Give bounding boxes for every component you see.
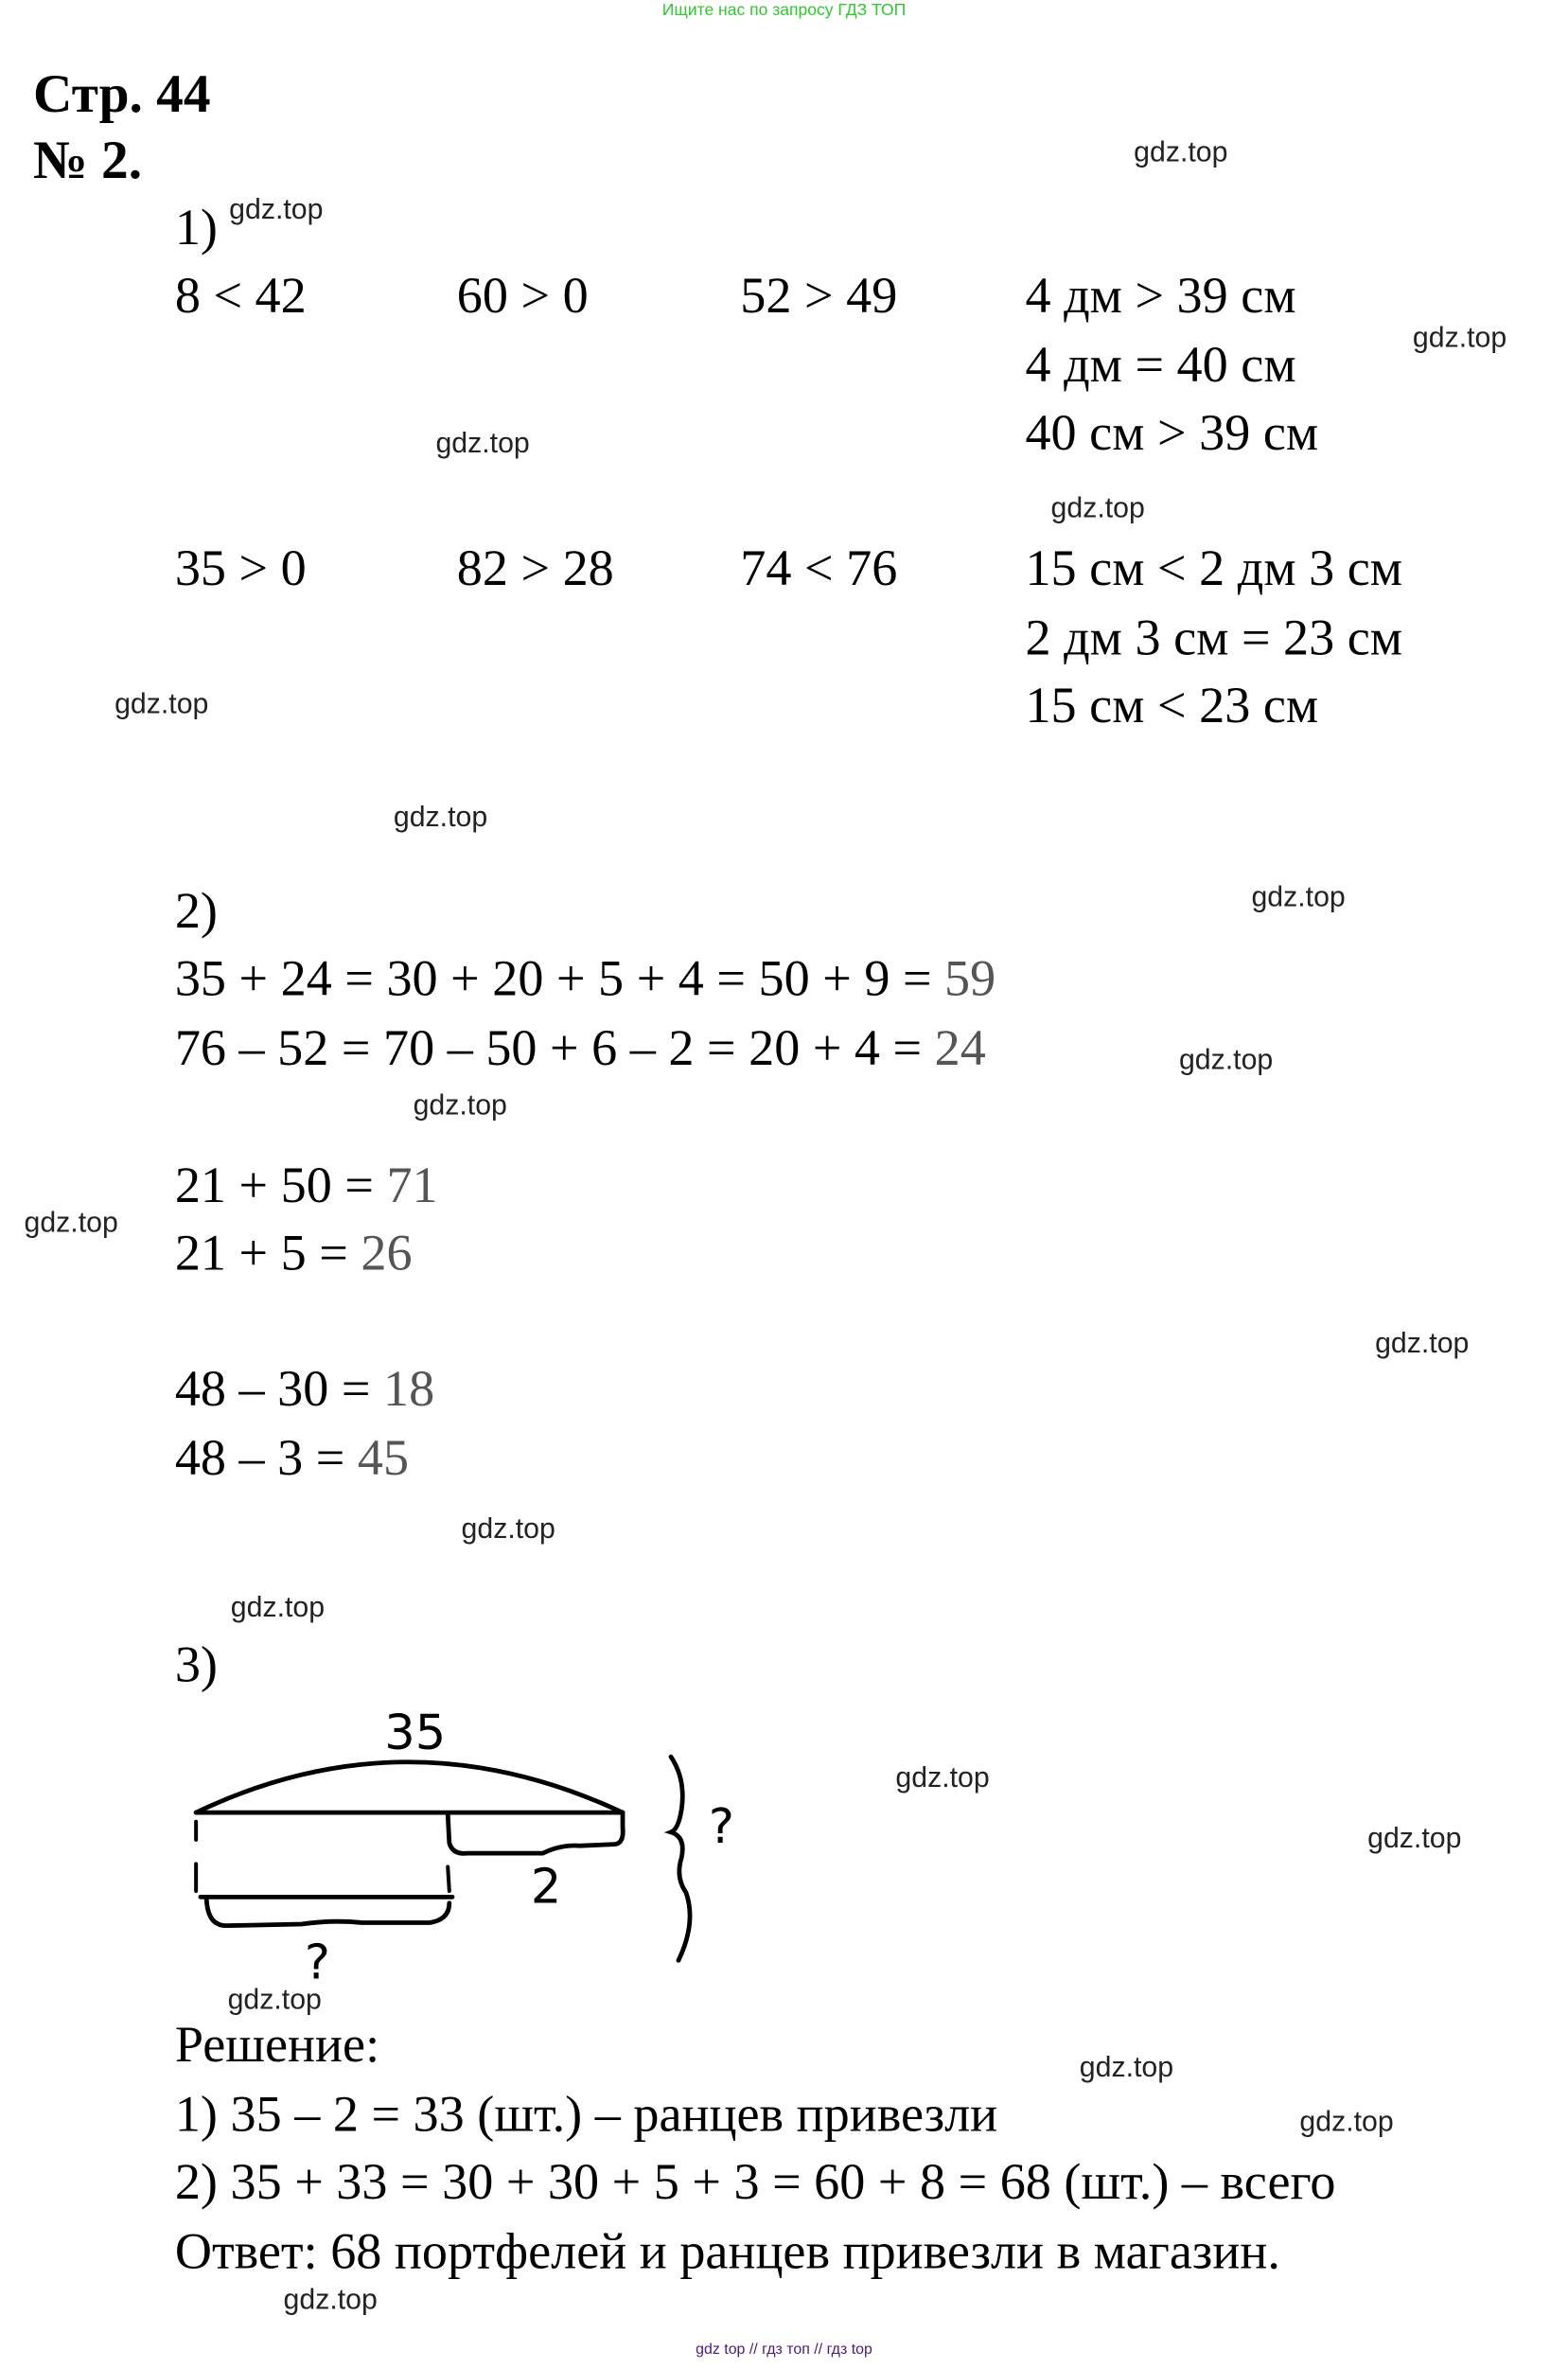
watermark: gdz.top	[895, 1762, 990, 1795]
watermark: gdz.top	[24, 1208, 118, 1240]
answer: 59	[944, 951, 996, 1008]
part2-label: 2)	[174, 883, 218, 940]
unit-comparison: 15 см < 2 дм 3 см	[1025, 540, 1403, 597]
answer: 18	[382, 1361, 435, 1418]
watermark: gdz.top	[435, 428, 530, 460]
comparison: 35 > 0	[174, 540, 307, 597]
answer: 24	[934, 1020, 986, 1077]
expression: 21 + 5 =	[174, 1226, 361, 1282]
watermark: gdz.top	[227, 1984, 322, 2017]
watermark: gdz.top	[1251, 882, 1346, 914]
expression: 21 + 50 =	[174, 1157, 387, 1214]
footer-links[interactable]: gdz top // гдз топ // гдз top	[696, 2341, 872, 2359]
solution-label: Решение:	[174, 2017, 380, 2074]
unit-comparison: 40 см > 39 см	[1025, 405, 1319, 462]
page-title: Стр. 44	[33, 62, 211, 124]
watermark: gdz.top	[461, 1513, 555, 1546]
watermark: gdz.top	[413, 1089, 507, 1122]
answer: 45	[357, 1431, 410, 1487]
comparison: 82 > 28	[456, 540, 614, 597]
expression: 48 – 3 =	[174, 1431, 358, 1487]
difference-brace	[448, 1812, 623, 1853]
total-label: 35	[384, 1705, 447, 1762]
watermark: gdz.top	[1050, 493, 1145, 525]
watermark: gdz.top	[229, 194, 324, 226]
expression: 76 – 52 = 70 – 50 + 6 – 2 = 20 + 4 =	[174, 1020, 935, 1077]
comparison: 60 > 0	[456, 268, 589, 325]
difference-label: 2	[530, 1859, 562, 1916]
part1-label: 1)	[174, 200, 218, 256]
expression: 35 + 24 = 30 + 20 + 5 + 4 = 50 + 9 =	[174, 951, 945, 1008]
total-arc	[196, 1762, 623, 1812]
comparison: 74 < 76	[740, 540, 898, 597]
unit-comparison: 4 дм = 40 см	[1025, 337, 1296, 394]
watermark: gdz.top	[283, 2284, 378, 2317]
watermark: gdz.top	[393, 802, 488, 835]
watermark: gdz.top	[1299, 2106, 1394, 2139]
unknown-sum-label: ?	[708, 1799, 734, 1856]
part-brace	[206, 1900, 449, 1926]
sum-brace	[671, 1757, 690, 1960]
task-number: № 2.	[33, 130, 143, 190]
final-answer: Ответ: 68 портфелей и ранцев привезли в магазин.	[174, 2224, 1280, 2281]
unit-comparison: 2 дм 3 см = 23 см	[1025, 610, 1403, 667]
solution-step: 2) 35 + 33 = 30 + 30 + 5 + 3 = 60 + 8 = 68 (шт.) – всего	[174, 2154, 1336, 2211]
part3-label: 3)	[174, 1637, 218, 1694]
unit-comparison: 15 см < 23 см	[1025, 678, 1319, 734]
watermark: gdz.top	[1375, 1328, 1470, 1361]
watermark: gdz.top	[230, 1592, 326, 1624]
dashed-line-right	[448, 1867, 449, 1891]
watermark: gdz.top	[115, 689, 209, 721]
watermark: gdz.top	[1178, 1045, 1274, 1077]
watermark: gdz.top	[1367, 1823, 1462, 1855]
comparison: 8 < 42	[174, 268, 307, 325]
watermark: gdz.top	[1079, 2052, 1174, 2084]
answer: 26	[361, 1226, 413, 1282]
solution-step: 1) 35 – 2 = 33 (шт.) – ранцев привезли	[174, 2087, 998, 2144]
comparison: 52 > 49	[740, 268, 898, 325]
unit-comparison: 4 дм > 39 см	[1025, 268, 1296, 325]
answer: 71	[386, 1157, 438, 1214]
search-banner[interactable]: Ищите нас по запросу ГДЗ ТОП	[661, 1, 907, 20]
unknown-part-label: ?	[304, 1935, 330, 1991]
watermark: gdz.top	[1412, 322, 1507, 355]
expression: 48 – 30 =	[174, 1361, 383, 1418]
watermark: gdz.top	[1134, 136, 1228, 169]
